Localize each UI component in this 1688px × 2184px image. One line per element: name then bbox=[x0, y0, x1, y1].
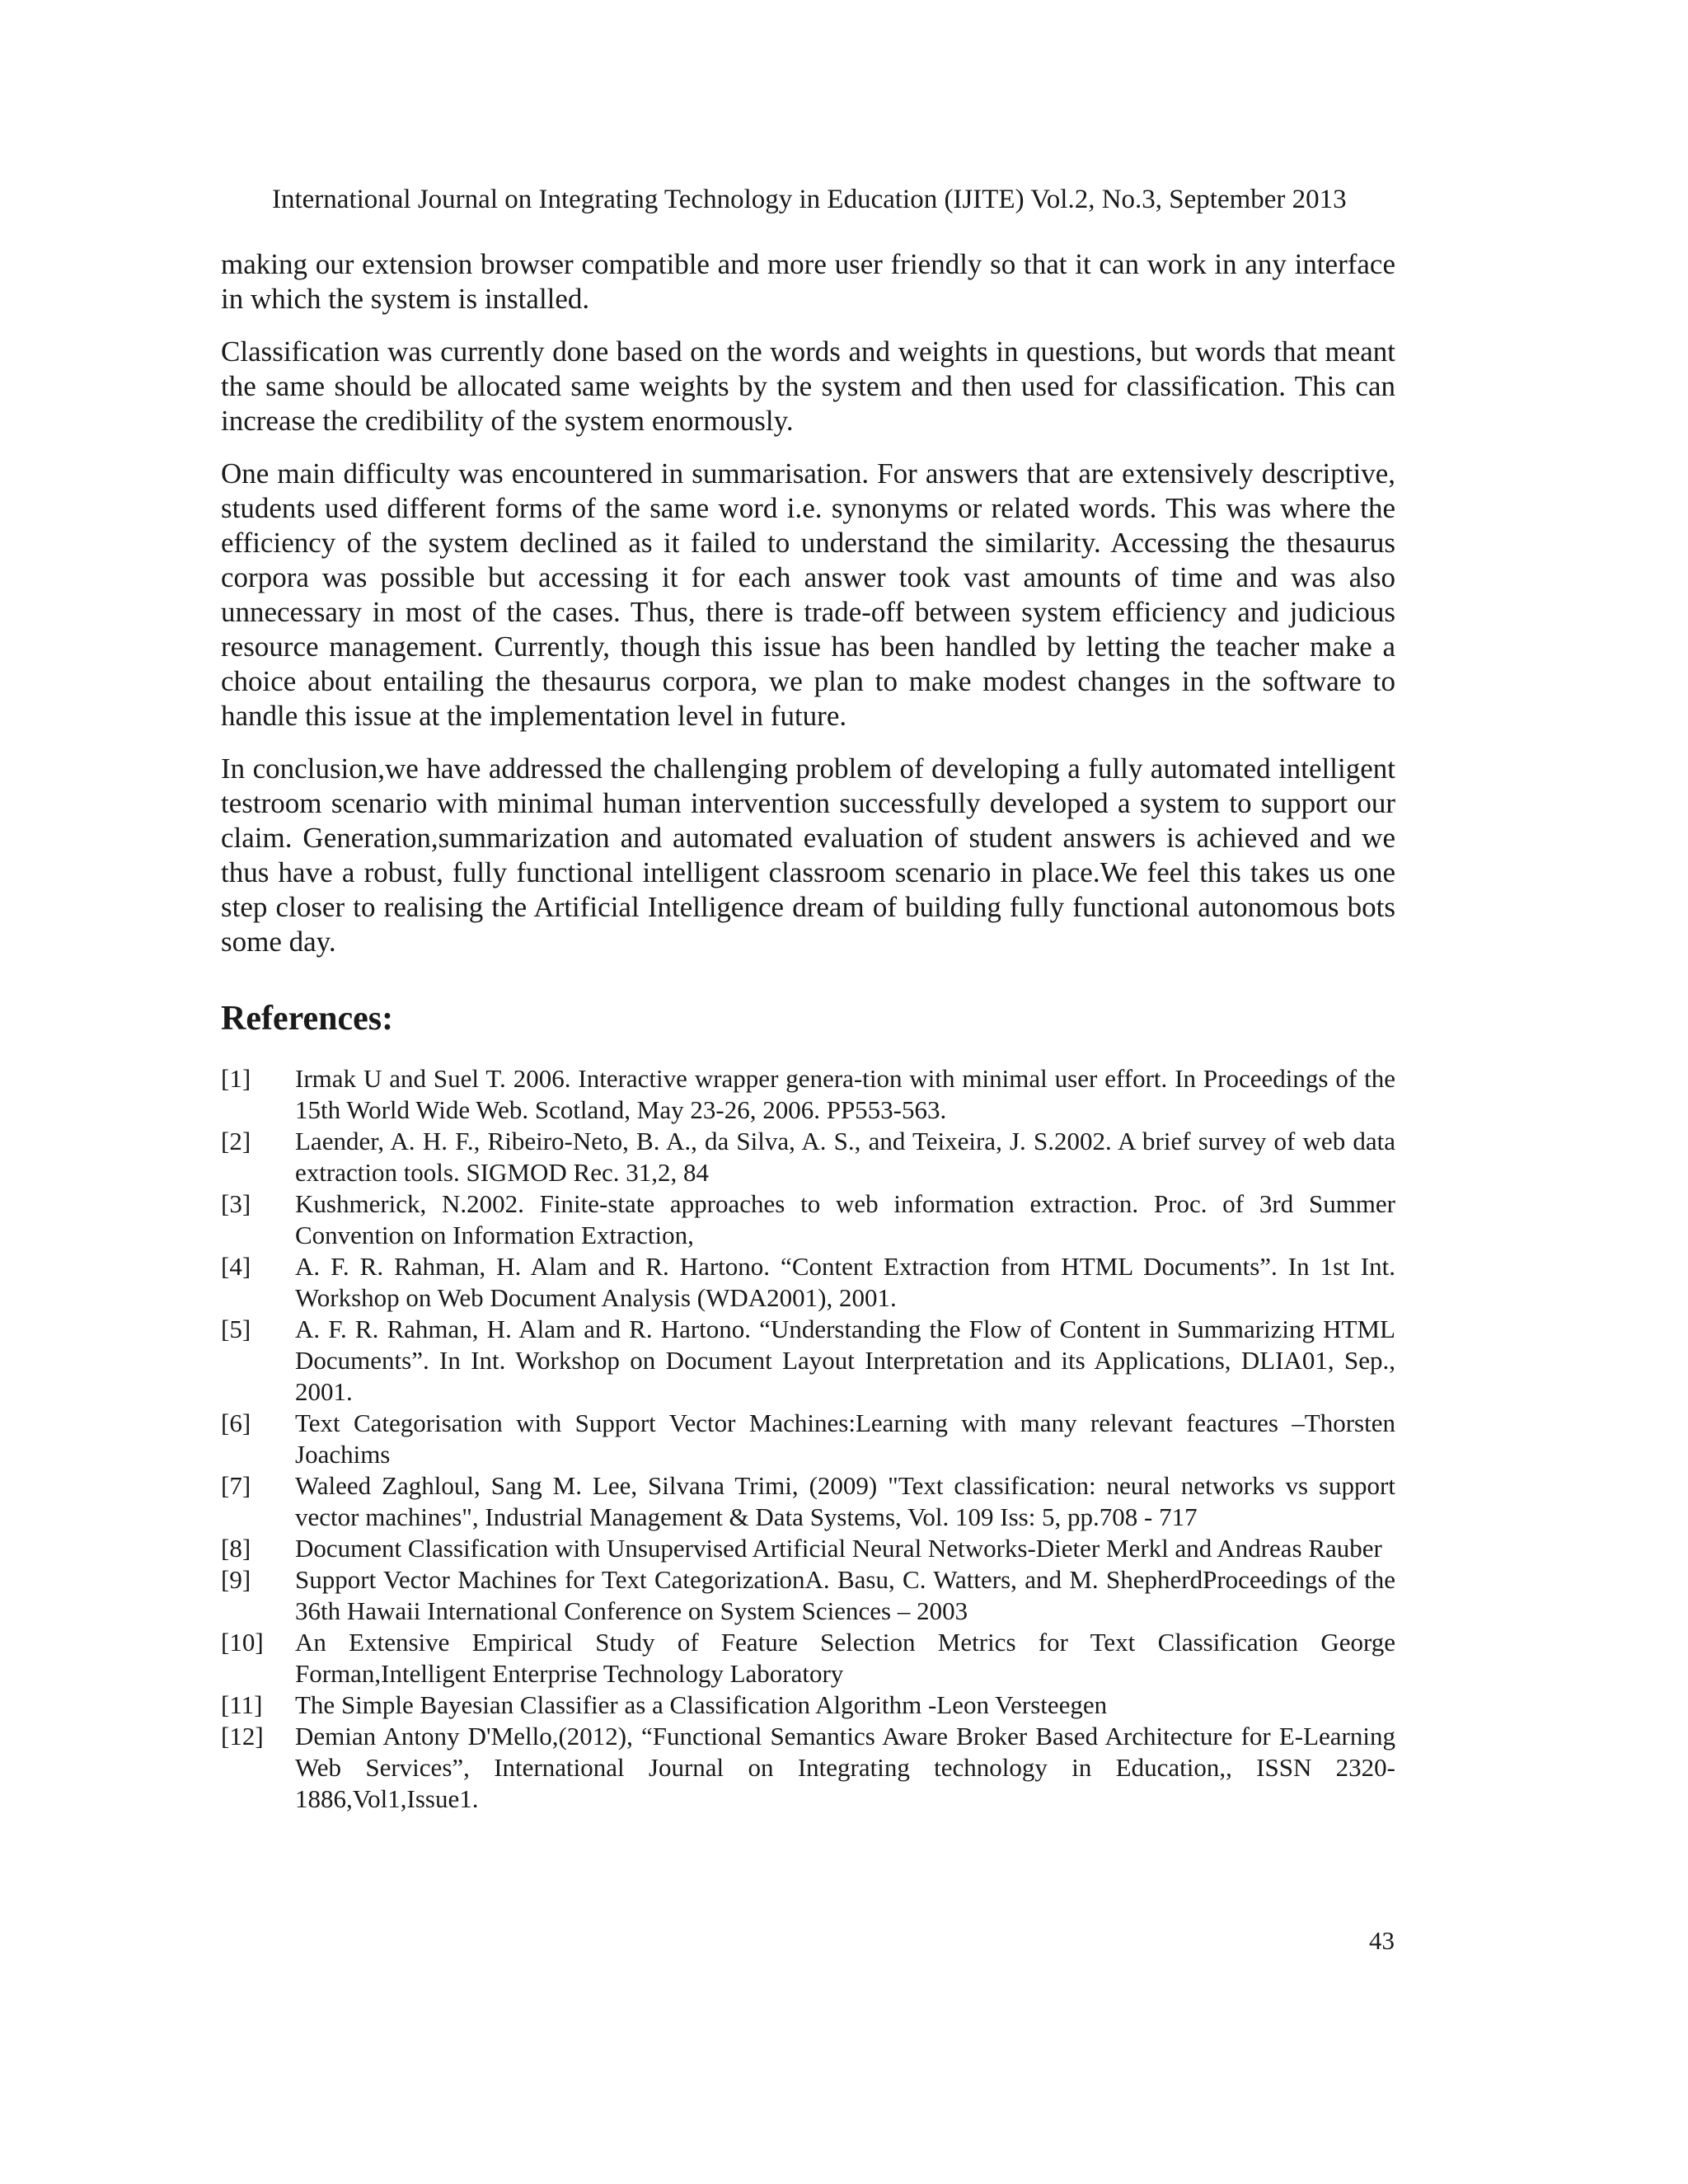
reference-number: [2] bbox=[221, 1127, 251, 1155]
paragraph: making our extension browser compatible and more user friendly so that it can work in any interface in which the system is installed. bbox=[221, 248, 1395, 315]
reference-text: Text Categorisation with Support Vector Machines:Learning with many relevant feactures –Thorsten Joachims bbox=[295, 1408, 1395, 1469]
page-number: 43 bbox=[1369, 1926, 1395, 1955]
reference-text: Waleed Zaghloul, Sang M. Lee, Silvana Trimi, (2009) "Text classification: neural networks vs support vector machines", Industrial Management & Data Systems, Vol. 109 Iss: 5, pp.708 - 717 bbox=[295, 1471, 1395, 1531]
reference-text: An Extensive Empirical Study of Feature Selection Metrics for Text Classification George Forman,Intelligent Enterprise Technology Laboratory bbox=[295, 1628, 1395, 1688]
reference-text: Demian Antony D'Mello,(2012), “Functional Semantics Aware Broker Based Architecture for E-Learning Web Services”, International Journal on Integrating technology in Education,, ISSN 2320-1886,Vol1,Issue1. bbox=[295, 1722, 1395, 1813]
reference-text: The Simple Bayesian Classifier as a Classification Algorithm -Leon Versteegen bbox=[295, 1690, 1108, 1719]
reference-item bbox=[221, 1063, 1395, 1126]
reference-text: Laender, A. H. F., Ribeiro-Neto, B. A., da Silva, A. S., and Teixeira, J. S.2002. A brief survey of web data extraction tools. SIGMOD Rec. 31,2, 84 bbox=[295, 1127, 1395, 1187]
reference-number: [7] bbox=[221, 1471, 251, 1500]
reference-number: [1] bbox=[221, 1064, 251, 1093]
reference-number: [8] bbox=[221, 1534, 251, 1563]
reference-item bbox=[221, 1314, 1395, 1408]
reference-number: [10] bbox=[221, 1628, 264, 1657]
reference-item bbox=[221, 1126, 1395, 1188]
reference-item bbox=[221, 1721, 1395, 1815]
reference-item bbox=[221, 1470, 1395, 1533]
reference-text: Irmak U and Suel T. 2006. Interactive wrapper genera-tion with minimal user effort. In Proceedings of the 15th World Wide Web. Scotland, May 23-26, 2006. PP553-563. bbox=[295, 1064, 1395, 1124]
reference-item bbox=[221, 1408, 1395, 1470]
reference-text: Document Classification with Unsupervised Artificial Neural Networks-Dieter Merkl and Andreas Rauber bbox=[295, 1534, 1382, 1563]
paragraph: One main difficulty was encountered in summarisation. For answers that are extensively descriptive, students used different forms of the same word i.e. synonyms or related words. This was where the efficiency of the system declined as it failed to understand the similarity. Accessing the thesaurus corpora was possible but accessing it for each answer took vast amounts of time and was also unnecessary in most of the cases. Thus, there is trade-off between system efficiency and judicious resource management. Currently, though this issue has been handled by letting the teacher make a choice about entailing the thesaurus corpora, we plan to make modest changes in the software to handle this issue at the implementation level in future. bbox=[221, 457, 1395, 732]
reference-item bbox=[221, 1690, 1395, 1721]
reference-item bbox=[221, 1564, 1395, 1627]
reference-number: [11] bbox=[221, 1690, 263, 1719]
paragraph: Classification was currently done based on the words and weights in questions, but words that meant the same should be allocated same weights by the system and then used for classification. This can increase the credibility of the system enormously. bbox=[221, 335, 1395, 437]
reference-item bbox=[221, 1627, 1395, 1690]
reference-item bbox=[221, 1188, 1395, 1251]
reference-item bbox=[221, 1251, 1395, 1314]
reference-item bbox=[221, 1533, 1395, 1564]
reference-number: [6] bbox=[221, 1408, 251, 1437]
reference-number: [9] bbox=[221, 1565, 251, 1594]
reference-text: Support Vector Machines for Text CategorizationA. Basu, C. Watters, and M. ShepherdProceedings of the 36th Hawaii International Conference on System Sciences – 2003 bbox=[295, 1565, 1395, 1625]
reference-number: [4] bbox=[221, 1252, 251, 1281]
reference-text: A. F. R. Rahman, H. Alam and R. Hartono. “Understanding the Flow of Content in Summarizing HTML Documents”. In Int. Workshop on Document Layout Interpretation and its Applications, DLIA01, Sep., 2001. bbox=[295, 1315, 1395, 1406]
reference-list bbox=[221, 1063, 1395, 1815]
reference-number: [3] bbox=[221, 1189, 251, 1218]
references-heading: References: bbox=[221, 1000, 394, 1038]
reference-text: A. F. R. Rahman, H. Alam and R. Hartono. “Content Extraction from HTML Documents”. In 1st Int. Workshop on Web Document Analysis (WDA2001), 2001. bbox=[295, 1252, 1395, 1312]
running-header: International Journal on Integrating Technology in Education (IJITE) Vol.2, No.3, September 2013 bbox=[272, 185, 1347, 214]
body-text bbox=[221, 247, 1395, 977]
reference-number: [12] bbox=[221, 1722, 264, 1750]
reference-text: Kushmerick, N.2002. Finite-state approaches to web information extraction. Proc. of 3rd Summer Convention on Information Extraction, bbox=[295, 1189, 1395, 1249]
paragraph: In conclusion,we have addressed the challenging problem of developing a fully automated intelligent testroom scenario with minimal human intervention successfully developed a system to support our claim. Generation,summarization and automated evaluation of student answers is achieved and we thus have a robust, fully functional intelligent classroom scenario in place.We feel this takes us one step closer to realising the Artificial Intelligence dream of building fully functional autonomous bots some day. bbox=[221, 752, 1395, 958]
reference-number: [5] bbox=[221, 1315, 251, 1343]
